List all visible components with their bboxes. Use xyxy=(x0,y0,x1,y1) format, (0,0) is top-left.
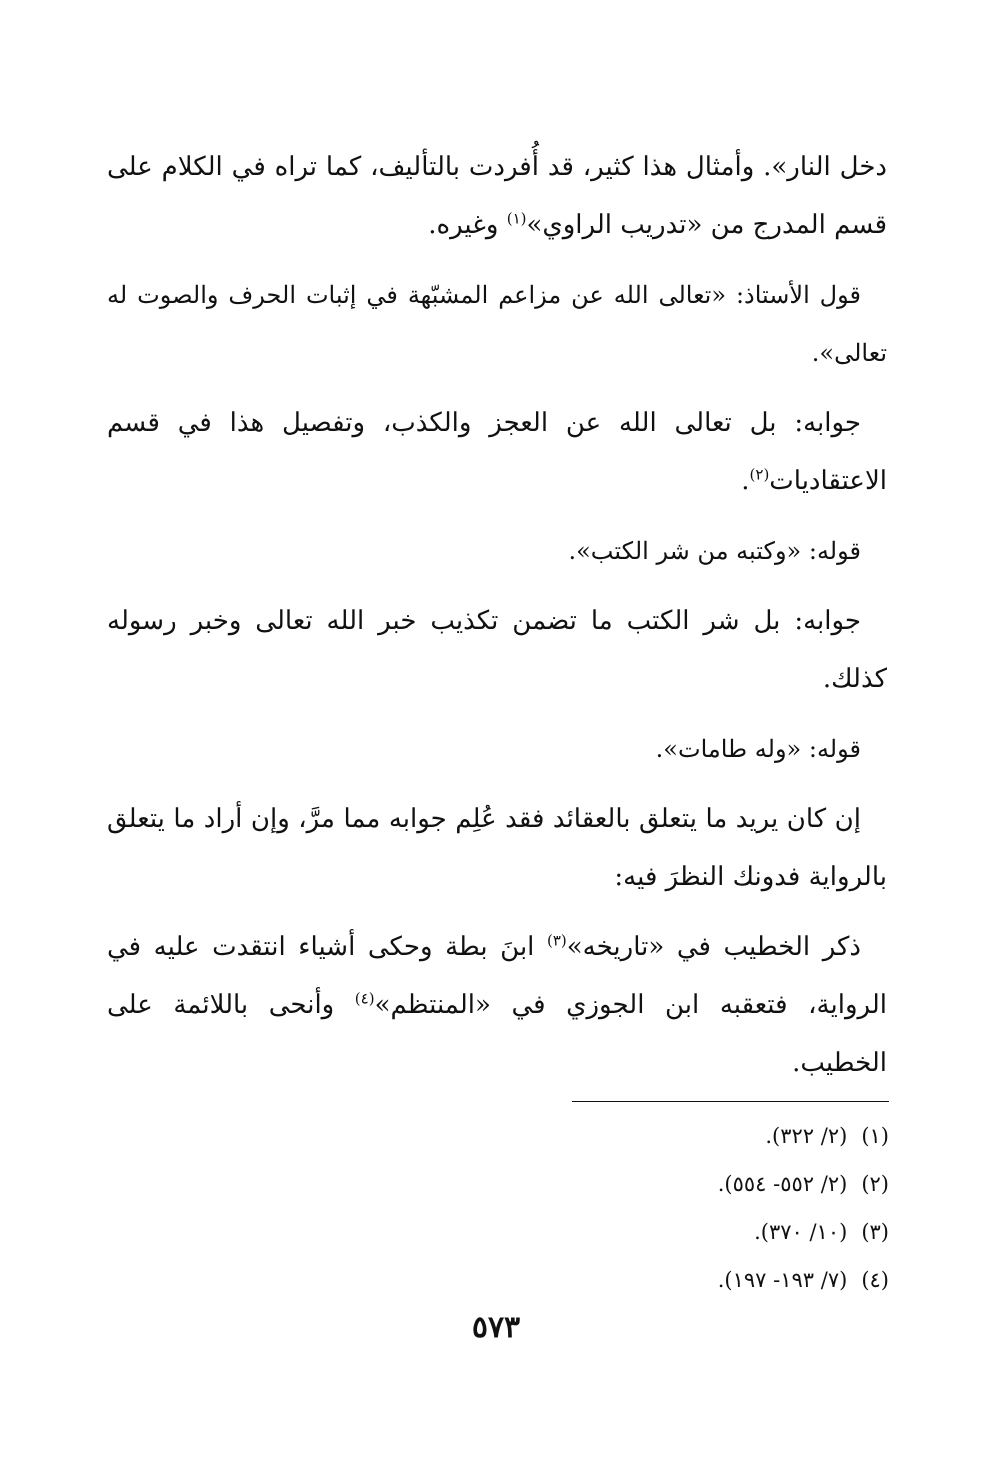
footnote-3-text: (١٠/ ٣٧٠). xyxy=(754,1220,848,1244)
footnote-2-number: (٢) xyxy=(861,1172,889,1196)
footnote-divider xyxy=(572,1101,889,1102)
paragraph-6-text: قوله: «وله طامات». xyxy=(655,735,861,763)
footnote-3 xyxy=(389,1208,889,1256)
footnote-4 xyxy=(389,1256,889,1304)
paragraph-4-text: قوله: «وكتبه من شر الكتب». xyxy=(568,537,861,565)
footnote-ref-4: (٤) xyxy=(354,989,375,1008)
paragraph-8 xyxy=(107,918,887,1092)
paragraph-5-text: جوابه: بل شر الكتب ما تضمن تكذيب خبر الله تعالى وخبر رسوله كذلك. xyxy=(107,606,887,694)
footnote-2-text: (٢/ ٥٥٢- ٥٥٤). xyxy=(717,1172,848,1196)
paragraph-8-text: ذكر الخطيب في «تاريخه» xyxy=(566,932,861,962)
paragraph-6 xyxy=(107,720,887,778)
footnote-3-number: (٣) xyxy=(861,1220,889,1244)
body-text xyxy=(107,138,887,1104)
paragraph-7 xyxy=(107,790,887,906)
footnote-1-number: (١) xyxy=(861,1124,889,1148)
footnote-1-text: (٢/ ٣٢٢). xyxy=(765,1124,848,1148)
paragraph-8-middle: ابنَ بطة وحكى أشياء انتقدت عليه في الرواية، فتعقبه ابن الجوزي في «المنتظم» xyxy=(107,932,887,1020)
paragraph-7-text: إن كان يريد ما يتعلق بالعقائد فقد عُلِم جوابه مما مرَّ، وإن أراد ما يتعلق بالرواية فدونك النظرَ فيه: xyxy=(107,804,887,892)
footnote-4-number: (٤) xyxy=(861,1268,889,1292)
footnote-2 xyxy=(389,1160,889,1208)
footnotes xyxy=(389,1112,889,1304)
paragraph-2-text: قول الأستاذ: «تعالى الله عن مزاعم المشبّهة في إثبات الحرف والصوت له تعالى». xyxy=(107,281,887,367)
footnote-ref-3: (٣) xyxy=(546,931,567,950)
paragraph-1-text: دخل النار». وأمثال هذا كثير، قد أُفردت بالتأليف، كما تراه في الكلام على قسم المدرج من «تدريب الراوي» xyxy=(107,152,887,240)
footnote-4-text: (٧/ ١٩٣- ١٩٧). xyxy=(717,1268,848,1292)
paragraph-5 xyxy=(107,592,887,708)
footnote-ref-2: (٢) xyxy=(749,465,770,484)
paragraph-3-end: . xyxy=(741,466,750,496)
footnote-ref-1: (١) xyxy=(506,209,527,228)
paragraph-1 xyxy=(107,138,887,254)
paragraph-3-text: جوابه: بل تعالى الله عن العجز والكذب، وتفصيل هذا في قسم الاعتقاديات xyxy=(107,408,887,496)
page-number: ٥٧٣ xyxy=(471,1310,521,1345)
paragraph-3 xyxy=(107,394,887,510)
paragraph-1-end: وغيره. xyxy=(428,210,507,240)
footnote-1 xyxy=(389,1112,889,1160)
paragraph-2 xyxy=(107,266,887,382)
paragraph-4 xyxy=(107,522,887,580)
paragraph-8-end: وأنحى باللائمة على الخطيب. xyxy=(107,990,887,1078)
